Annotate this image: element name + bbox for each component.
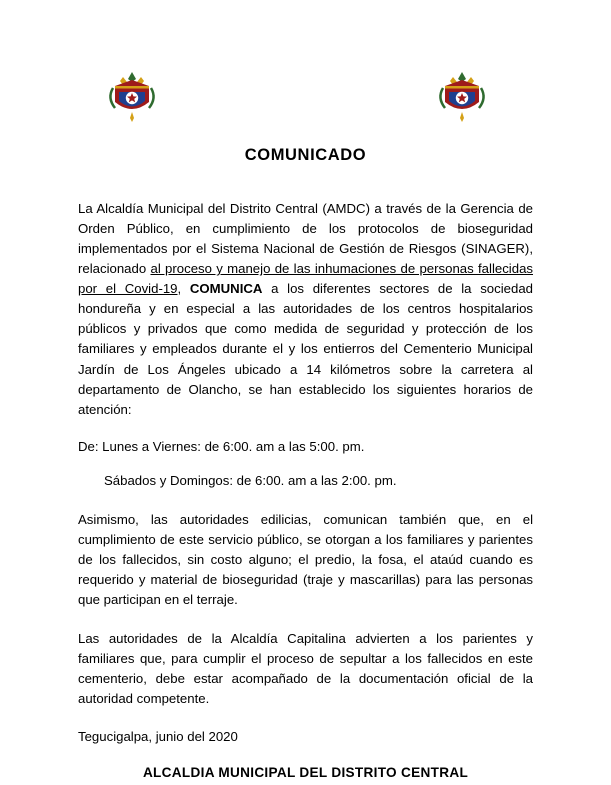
coat-of-arms-right-icon	[433, 68, 491, 126]
coat-of-arms-left-icon	[103, 68, 161, 126]
paragraph-main-underlined: al proceso y manejo de las inhumaciones de personas fallecidas por el Covid-19	[78, 261, 533, 297]
paragraph-main-bold: COMUNICA	[189, 281, 263, 297]
schedule-weekend: Sábados y Domingos: de 6:00. am a las 2:00. pm.	[104, 472, 397, 488]
place-and-date: Tegucigalpa, junio del 2020	[78, 729, 238, 745]
paragraph-documentation: Las autoridades de la Alcaldía Capitalina advierten a los parientes y familiares que, para cumplir el proceso de sepultar a los fallecidos en este cementerio, debe estar acompañado de la documentación oficial de la autoridad competente.	[78, 631, 533, 707]
document-title: COMUNICADO	[244, 146, 367, 164]
schedule-weekdays: De: Lunes a Viernes: de 6:00. am a las 5:00. pm.	[78, 438, 365, 454]
paragraph-main-part2: ,	[177, 281, 190, 297]
paragraph-main-part1: La Alcaldía Municipal del Distrito Central (AMDC) a través de la Gerencia de Orden Público, en cumplimiento de los protocolos de bioseguridad implementados por el Sistema Nacional de Gestión de Riesgos (SINAGER), relacionado	[78, 201, 533, 277]
paragraph-services: Asimismo, las autoridades edilicias, comunican también que, en el cumplimiento de este servicio público, se otorgan a los familiares y parientes de los fallecidos, sin costo alguno; el predio, la fosa, el ataúd cuando es requerido y material de bioseguridad (traje y mascarillas) para las personas que participan en el terraje.	[78, 511, 533, 608]
logo-row	[78, 0, 533, 70]
paragraph-main-part3: a los diferentes sectores de la sociedad hondureña y en especial a las autoridades de los centros hospitalarios públicos y privados que como medida de seguridad y protección de los familiares y empleados durante el y los entierros del Cementerio Municipal Jardín de Los Ángeles ubicado a 14 kilómetros sobre la carretera al departamento de Olancho, se han establecido los siguientes horarios de atención:	[78, 281, 533, 417]
signature-line: ALCALDIA MUNICIPAL DEL DISTRITO CENTRAL	[142, 765, 469, 781]
paragraph-main	[78, 199, 533, 420]
